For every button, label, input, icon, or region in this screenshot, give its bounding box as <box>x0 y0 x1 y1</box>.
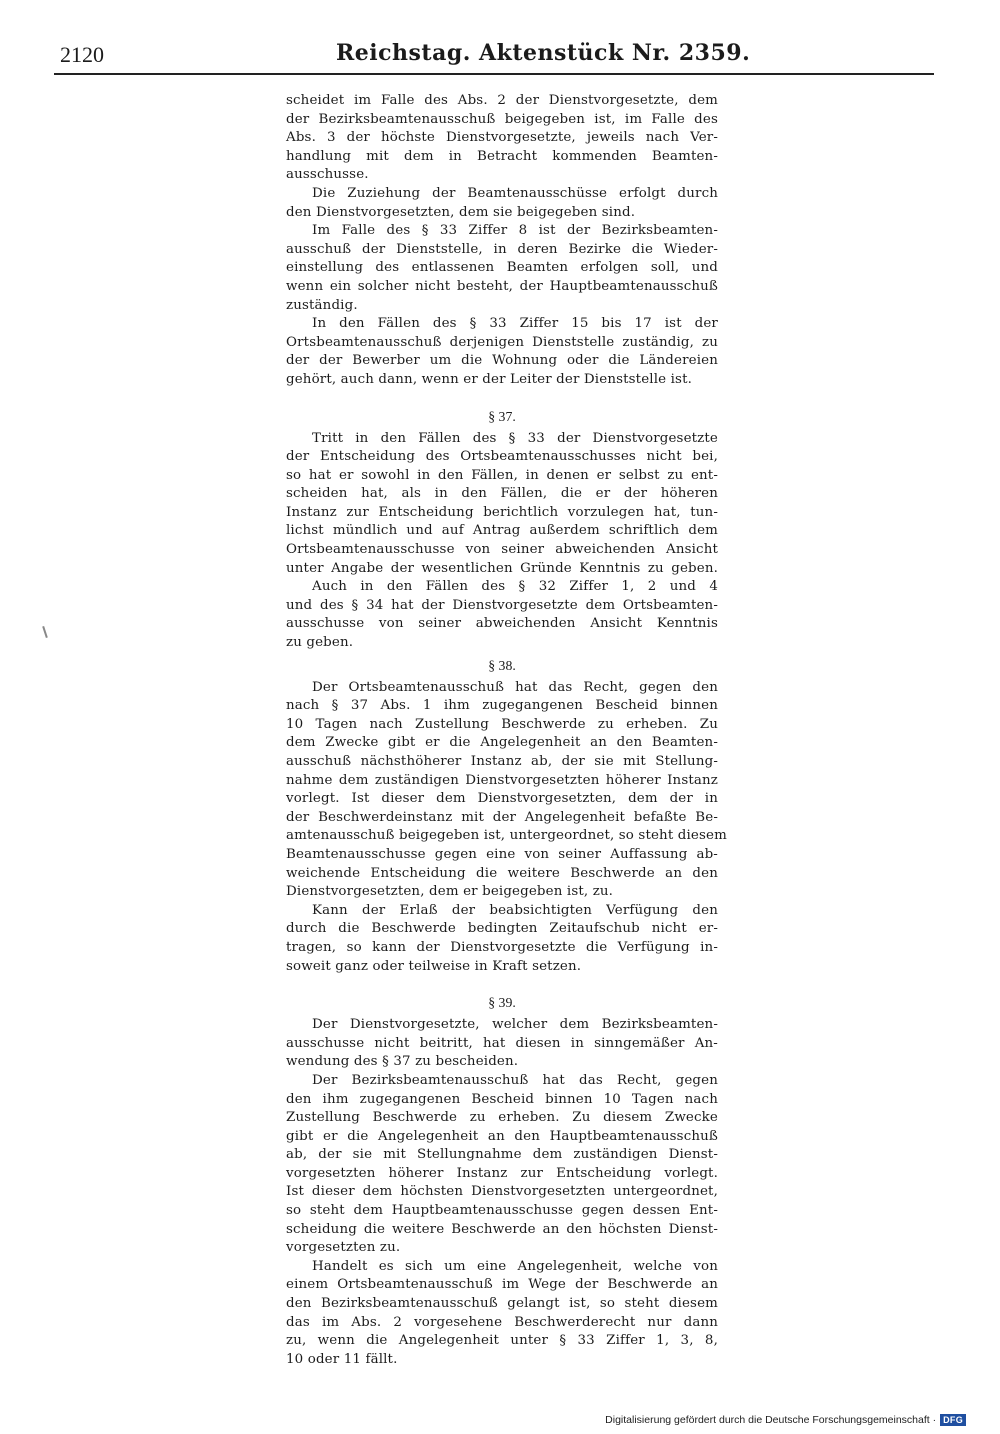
text-line: amtenausschuß beigegeben ist, untergeordnet, so steht diesem <box>286 828 727 844</box>
text-line: durch die Beschwerde bedingten Zeitaufschub nicht er- <box>286 921 718 937</box>
text-line: unter Angabe der wesentlichen Gründe Kenntnis zu geben. <box>286 560 718 576</box>
text-line: so hat er sowohl in den Fällen, in denen er selbst zu ent- <box>286 467 718 483</box>
text-line: In den Fällen des § 33 Ziffer 15 bis 17 ist der <box>312 316 718 332</box>
text-line: ab, der sie mit Stellungnahme dem zuständigen Dienst- <box>286 1147 718 1163</box>
text-line: den ihm zugegangenen Bescheid binnen 10 Tagen nach <box>286 1091 718 1107</box>
text-line: Der Ortsbeamtenausschuß hat das Recht, gegen den <box>312 679 718 695</box>
text-line: dem Zwecke gibt er die Angelegenheit an den Beamten- <box>286 735 718 751</box>
credit-text: Digitalisierung gefördert durch die Deutsche Forschungsgemeinschaft · <box>605 1414 937 1426</box>
text-line: Der Bezirksbeamtenausschuß hat das Recht, gegen <box>312 1072 718 1088</box>
text-line: tragen, so kann der Dienstvorgesetzte die Verfügung in- <box>286 939 718 955</box>
text-line: Zustellung Beschwerde zu erheben. Zu diesem Zwecke <box>286 1110 718 1126</box>
dfg-logo: DFG <box>940 1414 966 1426</box>
text-line: und des § 34 hat der Dienstvorgesetzte dem Ortsbeamten- <box>286 597 718 613</box>
running-head: Reichstag. Aktenstück Nr. 2359. <box>336 40 751 66</box>
text-line: Abs. 3 der höchste Dienstvorgesetzte, jeweils nach Ver- <box>286 130 718 146</box>
text-line: scheidung die weitere Beschwerde an den höchsten Dienst- <box>286 1221 718 1237</box>
text-line: handlung mit dem in Betracht kommenden Beamten- <box>286 148 718 164</box>
text-line: vorlegt. Ist dieser dem Dienstvorgesetzten, dem der in <box>286 791 718 807</box>
text-line: ausschusse von seiner abweichenden Ansicht Kenntnis <box>286 616 718 632</box>
text-line: Beamtenausschusse gegen eine von seiner Auffassung ab- <box>286 846 718 862</box>
text-line: Im Falle des § 33 Ziffer 8 ist der Bezirksbeamten- <box>312 223 718 239</box>
text-line: Handelt es sich um eine Angelegenheit, welche von <box>312 1258 718 1274</box>
text-line: zu, wenn die Angelegenheit unter § 33 Ziffer 1, 3, 8, <box>286 1333 718 1349</box>
section-heading-39: § 39. <box>488 995 516 1011</box>
text-line: Der Dienstvorgesetzte, welcher dem Bezirksbeamten- <box>312 1017 718 1033</box>
text-line: nahme dem zuständigen Dienstvorgesetzten höherer Instanz <box>286 772 718 788</box>
digitization-credit <box>605 1414 966 1426</box>
text-line: scheidet im Falle des Abs. 2 der Dienstvorgesetzte, dem <box>286 93 718 108</box>
text-column <box>286 92 727 1369</box>
margin-mark <box>42 626 48 638</box>
text-line: Tritt in den Fällen des § 33 der Dienstvorgesetzte <box>312 430 718 446</box>
text-line: Ist dieser dem höchsten Dienstvorgesetzten untergeordnet, <box>286 1184 718 1200</box>
section-heading-37: § 37. <box>488 408 516 424</box>
text-line: wenn ein solcher nicht besteht, der Hauptbeamtenausschuß <box>286 278 718 294</box>
page-header <box>54 38 934 78</box>
text-line: gibt er die Angelegenheit an den Hauptbeamtenausschuß <box>286 1128 718 1144</box>
text-line: ausschuß nächsthöherer Instanz ab, der sie mit Stellung- <box>286 754 718 769</box>
text-line: der der Bewerber um die Wohnung oder die Ländereien <box>286 353 718 369</box>
text-line: wendung des § 37 zu bescheiden. <box>286 1054 519 1070</box>
text-line: nach § 37 Abs. 1 ihm zugegangenen Bescheid binnen <box>286 698 718 714</box>
text-line: vorgesetzten höherer Instanz zur Entscheidung vorlegt. <box>286 1165 718 1181</box>
text-line: gehört, auch dann, wenn er der Leiter der Dienststelle ist. <box>286 371 693 387</box>
text-line: Kann der Erlaß der beabsichtigten Verfügung den <box>312 902 718 918</box>
text-line: 10 Tagen nach Zustellung Beschwerde zu erheben. Zu <box>286 716 718 732</box>
text-line: vorgesetzten zu. <box>286 1240 401 1256</box>
text-line: Dienstvorgesetzten, dem er beigegeben ist, zu. <box>286 884 614 900</box>
text-line: der Entscheidung des Ortsbeamtenausschusses nicht bei, <box>286 449 718 465</box>
text-line: scheiden hat, als in den Fällen, die er der höheren <box>286 486 718 502</box>
text-line: ausschuß der Dienststelle, in deren Bezirke die Wieder- <box>286 241 718 257</box>
text-line: Die Zuziehung der Beamtenausschüsse erfolgt durch <box>312 185 718 201</box>
text-line: ausschusse nicht beitritt, hat diesen in sinngemäßer An- <box>286 1035 718 1051</box>
header-rule <box>54 73 934 75</box>
text-line: den Dienstvorgesetzten, dem sie beigegeben sind. <box>286 204 636 220</box>
text-line: einem Ortsbeamtenausschuß im Wege der Beschwerde an <box>286 1277 718 1293</box>
text-line: 10 oder 11 fällt. <box>286 1351 398 1367</box>
page-number: 2120 <box>60 42 104 67</box>
text-line: so steht dem Hauptbeamtenausschusse gegen dessen Ent- <box>286 1203 718 1219</box>
text-line: Instanz zur Entscheidung berichtlich vorzulegen hat, tun- <box>286 504 718 520</box>
text-line: soweit ganz oder teilweise in Kraft setzen. <box>286 958 582 974</box>
text-line: der Beschwerdeinstanz mit der Angelegenheit befaßte Be- <box>286 809 718 825</box>
text-line: Ortsbeamtenausschuß derjenigen Dienststelle zuständig, zu <box>286 334 718 350</box>
text-line: Ortsbeamtenausschusse von seiner abweichenden Ansicht <box>286 542 718 558</box>
text-line: der Bezirksbeamtenausschuß beigegeben ist, im Falle des <box>286 111 718 127</box>
text-line: zu geben. <box>286 635 354 651</box>
section-heading-38: § 38. <box>488 657 516 673</box>
text-line: lichst mündlich und auf Antrag außerdem schriftlich dem <box>286 523 718 539</box>
text-line: den Bezirksbeamtenausschuß gelangt ist, so steht diesem <box>286 1296 718 1312</box>
text-line: zuständig. <box>286 297 358 313</box>
text-line: weichende Entscheidung die weitere Beschwerde an den <box>286 865 718 881</box>
text-line: Auch in den Fällen des § 32 Ziffer 1, 2 und 4 <box>312 579 718 595</box>
text-line: ausschusse. <box>286 167 369 183</box>
text-line: das im Abs. 2 vorgesehene Beschwerderecht nur dann <box>286 1314 718 1330</box>
text-line: einstellung des entlassenen Beamten erfolgen soll, und <box>286 260 718 276</box>
